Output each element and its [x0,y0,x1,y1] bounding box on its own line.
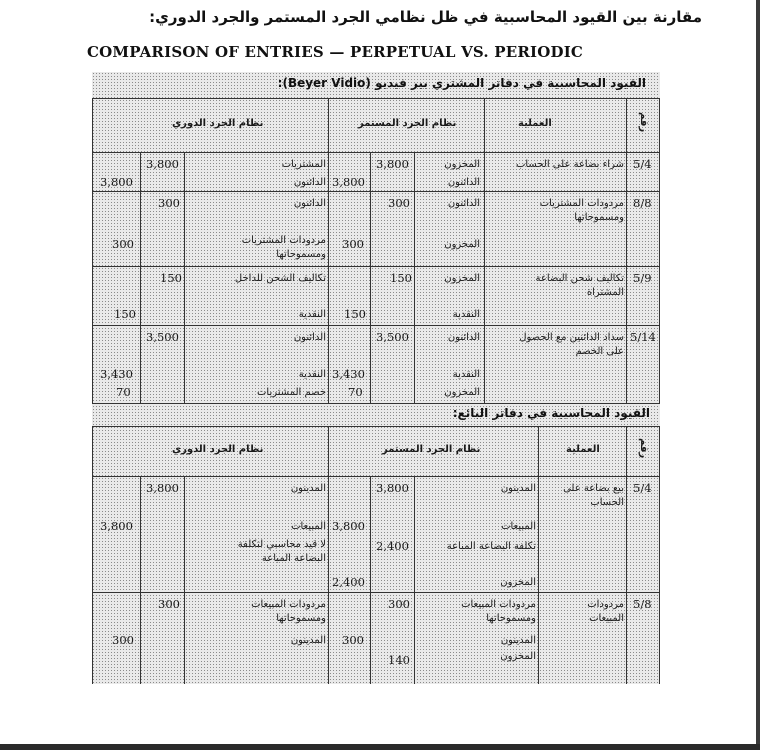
buyer-table-line [92,266,660,267]
perpetual-debit-amount: 3,800 [376,157,409,171]
perpetual-debit-account: ومسموحاتها [486,613,536,624]
operation-text: مردودات المشتريات [539,198,624,209]
perpetual-debit-amount: 300 [388,597,410,611]
buyer-table-line [626,98,627,404]
page-title-arabic: مقارنة بين القيود المحاسبية في ظل نظامي الجرد المستمر والجرد الدوري: [149,8,702,26]
perpetual-credit-amount: 300 [342,633,364,647]
perpetual-debit-amount: 140 [388,653,410,667]
periodic-debit-amount: 3,800 [146,157,179,171]
seller-table-line [184,476,185,684]
operation-text: الحساب [590,497,624,508]
perpetual-credit-amount: 150 [344,307,366,321]
periodic-credit-account: خصم المشتريات [257,387,326,398]
periodic-credit-account: المبيعات [291,521,326,532]
seller-table-line [414,476,415,684]
periodic-credit-account: الدائنون [293,177,326,188]
seller-table-line [92,592,660,593]
periodic-credit-account: ومسموحاتها [276,249,326,260]
operation-text: شراء بضاعة على الحساب [515,159,624,170]
perpetual-debit-amount: 3,500 [376,330,409,344]
buyer-section-title: القيود المحاسبية في دفاتر المشتري بير فيديو (Beyer Vidio): [277,76,646,90]
periodic-note: البضاعة المباعة [261,553,326,564]
row-date: 8/8 [633,196,652,210]
seller-table-line [659,426,660,684]
periodic-debit-account: ومسموحاتها [276,613,326,624]
window-bottom-edge [0,744,760,750]
operation-text: تكاليف شحن البضاعة [535,273,624,284]
periodic-credit-account: النقدية [298,309,326,320]
periodic-debit-amount: 3,800 [146,481,179,495]
perpetual-credit-account: المخزون [444,239,480,250]
periodic-debit-amount: 300 [158,597,180,611]
perpetual-debit-account: الدائنون [447,332,480,343]
perpetual-debit-amount: 2,400 [376,539,409,553]
perpetual-debit-account: تكلفة البضاعة المباعة [446,541,536,552]
seller-table-line [140,476,141,684]
periodic-debit-account: الدائنون [293,332,326,343]
buyer-table-line [92,325,660,326]
buyer-table [92,98,660,404]
periodic-credit-amount: 3,800 [100,175,133,189]
perpetual-debit-account: المخزون [444,159,480,170]
perpetual-credit-account: النقدية [452,369,480,380]
buyer-table-line [484,98,485,404]
periodic-debit-amount: 3,500 [146,330,179,344]
seller-table-line [626,426,627,684]
col-header-operation: العملية [518,118,552,129]
row-date: 5/8 [633,597,652,611]
perpetual-credit-account: المخزون [500,577,536,588]
periodic-credit-amount: 150 [114,307,136,321]
periodic-debit-account: الدائنون [293,198,326,209]
perpetual-credit-amount: 2,400 [332,575,365,589]
periodic-credit-amount: 3,800 [100,519,133,533]
row-date: 5/14 [630,330,656,344]
row-date: 5/9 [633,271,652,285]
buyer-table-line [92,98,93,404]
col-header-periodic: نظام الجرد الدوري [172,444,264,455]
buyer-table-line [184,152,185,404]
buyer-table-line [92,152,660,153]
periodic-credit-amount: 300 [112,633,134,647]
buyer-table-line [140,152,141,404]
perpetual-credit-amount: 70 [348,385,363,399]
periodic-credit-amount: 300 [112,237,134,251]
periodic-credit-account: النقدية [298,369,326,380]
operation-text: بيع بضاعة على [563,483,624,494]
buyer-table-line [92,403,660,404]
col-header-perpetual: نظام الجرد المستمر [358,118,457,129]
entries-sheet [92,72,660,684]
buyer-table-line [328,98,329,404]
perpetual-credit-amount: 300 [342,237,364,251]
buyer-table-line [92,98,660,99]
operation-text: سداد الدائنين مع الحصول [519,332,624,343]
periodic-debit-account: المدينون [290,483,326,494]
periodic-credit-account: المدينون [290,635,326,646]
operation-text: المشتراة [586,287,624,298]
col-header-operation: العملية [566,444,600,455]
periodic-note: لا قيد محاسبي لتكلفة [237,539,326,550]
col-header-no: رقم [638,112,649,133]
perpetual-debit-amount: 3,800 [376,481,409,495]
periodic-debit-account: مردودات المبيعات [251,599,326,610]
perpetual-debit-amount: 150 [390,271,412,285]
periodic-debit-amount: 150 [160,271,182,285]
seller-table-line [328,426,329,684]
perpetual-credit-account: الدائنون [447,177,480,188]
seller-table-line [538,426,539,684]
perpetual-credit-amount: 3,430 [332,367,365,381]
buyer-table-line [370,152,371,404]
buyer-table-line [92,191,660,192]
seller-table-line [92,476,660,477]
periodic-credit-amount: 3,430 [100,367,133,381]
perpetual-credit-amount: 3,800 [332,175,365,189]
seller-table [92,426,660,684]
seller-table-line [92,426,93,684]
buyer-table-line [414,152,415,404]
perpetual-credit-account: المخزون [444,387,480,398]
perpetual-credit-account: المدينون [500,635,536,646]
operation-text: المبيعات [589,613,624,624]
col-header-perpetual: نظام الجرد المستمر [382,444,481,455]
col-header-no: رقم [638,438,649,459]
col-header-periodic: نظام الجرد الدوري [172,118,264,129]
seller-table-line [370,476,371,684]
seller-section-title: القيود المحاسبية في دفاتر البائع: [452,406,650,420]
perpetual-debit-account: المخزون [444,273,480,284]
perpetual-debit-amount: 300 [388,196,410,210]
perpetual-credit-account: المبيعات [501,521,536,532]
operation-text: ومسموحاتها [574,212,624,223]
perpetual-debit-account: مردودات المبيعات [461,599,536,610]
operation-text: على الخصم [575,346,624,357]
page-title-english: COMPARISON OF ENTRIES — PERPETUAL VS. PERIODIC [87,43,584,61]
operation-text: مردودات [587,599,624,610]
perpetual-debit-account: المدينون [500,483,536,494]
buyer-table-line [659,98,660,404]
periodic-credit-account: مردودات المشتريات [241,235,326,246]
perpetual-debit-account: الدائنون [447,198,480,209]
perpetual-credit-account: النقدية [452,309,480,320]
periodic-debit-account: تكاليف الشحن للداخل [234,273,326,284]
periodic-credit-amount: 70 [116,385,131,399]
perpetual-credit-amount: 3,800 [332,519,365,533]
perpetual-debit-account: المخزون [500,651,536,662]
window-right-edge [756,0,760,750]
row-date: 5/4 [633,157,652,171]
seller-table-line [92,426,660,427]
periodic-debit-amount: 300 [158,196,180,210]
row-date: 5/4 [633,481,652,495]
periodic-debit-account: المشتريات [281,159,326,170]
